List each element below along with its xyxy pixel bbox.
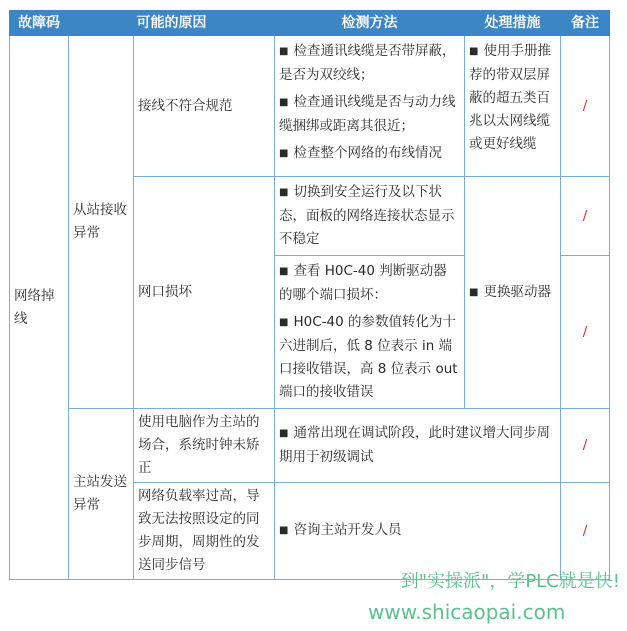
measure-item: ■ 更换驱动器 xyxy=(469,279,556,307)
header-detection: 检测方法 xyxy=(275,11,465,36)
remark-cell: / xyxy=(561,483,610,580)
watermark-url: www.shicaopai.com xyxy=(368,600,566,624)
fault-code-cell: 网络掉线 xyxy=(10,36,69,580)
detection-item: ■ 查看 H0C-40 判断驱动器的哪个端口损坏： xyxy=(279,258,460,309)
measure-item: ■ 使用手册推荐的带双层屏蔽的超五类百兆以太网线缆或更好线缆 xyxy=(469,38,556,158)
detection-item: ■ 检查通讯线缆是否带屏蔽，是否为双绞线； xyxy=(279,38,460,89)
detection-item: ■ 检查通讯线缆是否与动力线缆捆绑或距离其很近； xyxy=(279,89,460,140)
table-row xyxy=(10,409,610,483)
detection-port-a xyxy=(275,177,465,256)
detection-item: ■ 通常出现在调试阶段，此时建议增大同步周期用于初级调试 xyxy=(279,420,556,471)
fault-table xyxy=(9,10,610,580)
group-master: 主站发送异常 xyxy=(69,409,134,580)
detection-load xyxy=(275,483,561,580)
cause-wiring: 接线不符合规范 xyxy=(134,36,275,177)
detection-item: ■ 咨询主站开发人员 xyxy=(279,517,556,545)
cause-port: 网口损坏 xyxy=(134,177,275,409)
remark-cell: / xyxy=(561,409,610,483)
detection-clock xyxy=(275,409,561,483)
detection-item: ■ H0C-40 的参数值转化为十六进制后，低 8 位表示 in 端口接收错误，高 8 位表示 out 端口的接收错误 xyxy=(279,309,460,406)
table-row xyxy=(10,36,610,177)
remark-cell: / xyxy=(561,177,610,256)
header-fault-code: 故障码 xyxy=(10,11,69,36)
detection-port-b xyxy=(275,256,465,409)
watermark-slogan: 到"实操派"，学PLC就是快! xyxy=(400,571,620,592)
remark-cell: / xyxy=(561,256,610,409)
remark-cell: / xyxy=(561,36,610,177)
header-remark: 备注 xyxy=(561,11,610,36)
detection-item: ■ 切换到安全运行及以下状态，面板的网络连接状态显示不稳定 xyxy=(279,179,460,253)
detection-wiring xyxy=(275,36,465,177)
detection-item: ■ 检查整个网络的布线情况 xyxy=(279,140,460,168)
measure-wiring xyxy=(465,36,561,177)
measure-port xyxy=(465,177,561,409)
cause-load: 网络负载率过高，导致无法按照设定的同步周期，周期性的发送同步信号 xyxy=(134,483,275,580)
table-header-row xyxy=(10,11,610,36)
header-cause: 可能的原因 xyxy=(69,11,275,36)
header-measure: 处理措施 xyxy=(465,11,561,36)
cause-clock: 使用电脑作为主站的场合，系统时钟未矫正 xyxy=(134,409,275,483)
group-slave: 从站接收异常 xyxy=(69,36,134,409)
